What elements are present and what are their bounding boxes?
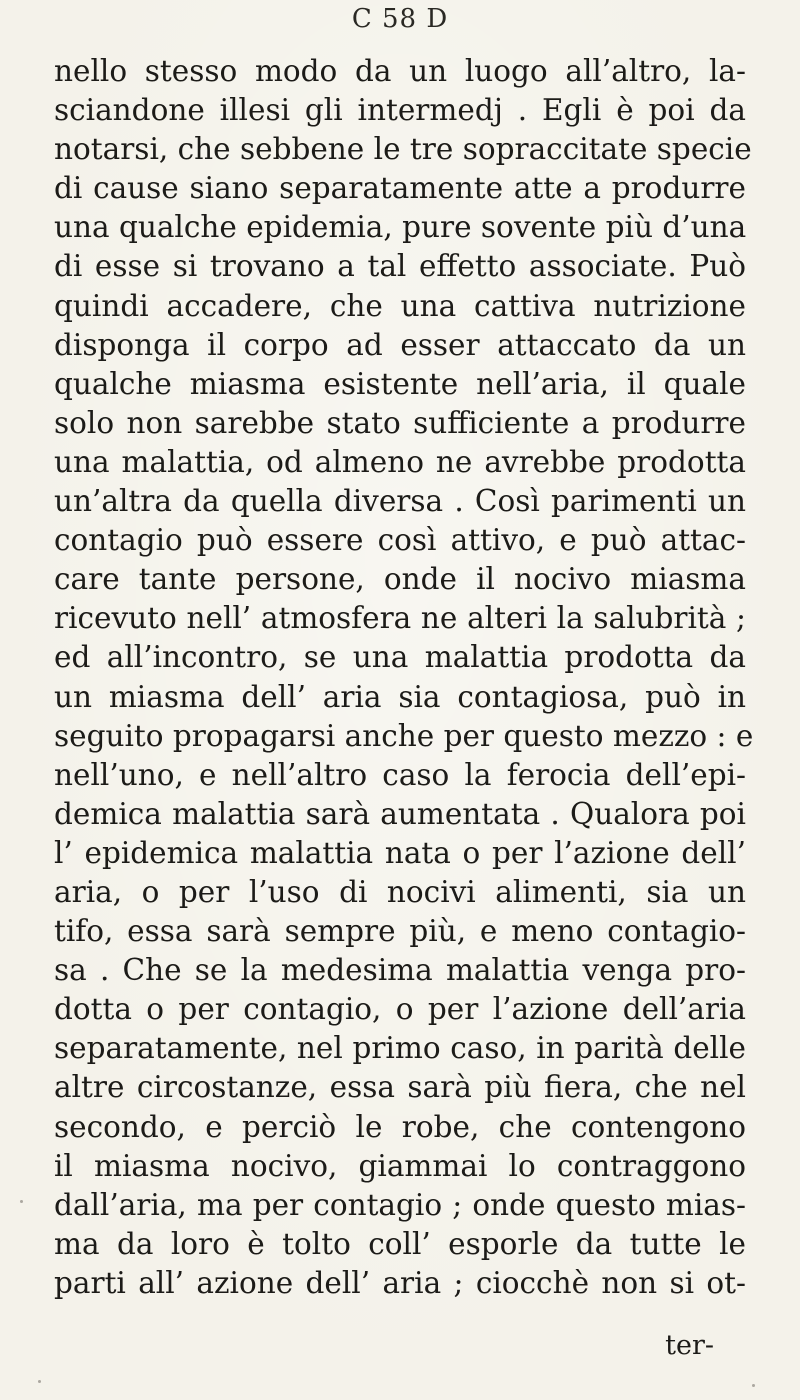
text-line: parti all’ azione dell’ aria ; ciocchè non si ot-	[54, 1265, 746, 1300]
text-line: secondo, e perciò le robe, che contengono	[54, 1109, 746, 1144]
text-line: nell’uno, e nell’altro caso la ferocia dell’epi-	[54, 757, 746, 792]
body-text	[54, 52, 754, 1303]
text-line: di esse si trovano a tal effetto associate. Può	[54, 249, 746, 284]
text-line: ed all’incontro, se una malattia prodotta da	[54, 640, 746, 675]
text-line: l’ epidemica malattia nata o per l’azione dell’	[54, 835, 746, 870]
text-line: tifo, essa sarà sempre più, e meno contagio-	[54, 914, 746, 949]
text-line: altre circostanze, essa sarà più fiera, che nel	[54, 1070, 746, 1105]
text-line: ma da loro è tolto coll’ esporle da tutte le	[54, 1226, 746, 1261]
text-line: quindi accadere, che una cattiva nutrizione	[54, 288, 746, 323]
text-line: sa . Che se la medesima malattia venga pro-	[54, 953, 746, 988]
text-line: nello stesso modo da un luogo all’altro, la-	[54, 54, 746, 88]
text-line: separatamente, nel primo caso, in parità delle	[54, 1031, 746, 1066]
text-line: demica malattia sarà aumentata . Qualora poi	[54, 796, 746, 831]
text-line: seguito propagarsi anche per questo mezzo : e	[54, 718, 754, 753]
text-line: un miasma dell’ aria sia contagiosa, può in	[54, 679, 746, 714]
text-line: dall’aria, ma per contagio ; onde questo mias-	[54, 1187, 746, 1222]
text-line: il miasma nocivo, giammai lo contraggono	[54, 1148, 746, 1183]
page-number: C 58 D	[351, 4, 449, 34]
text-line: di cause siano separatamente atte a produrre	[54, 171, 746, 206]
text-line: sciandone illesi gli intermedj . Egli è poi da	[54, 93, 746, 128]
text-line: ricevuto nell’ atmosfera ne alteri la salubrità ;	[54, 601, 746, 636]
paper-speck	[38, 1380, 41, 1383]
text-line: un’altra da quella diversa . Così parimenti un	[54, 484, 746, 519]
text-line: contagio può essere così attivo, e può attac-	[54, 523, 746, 558]
text-line: dotta o per contagio, o per l’azione dell’aria	[54, 992, 746, 1027]
catchword: ter-	[665, 1330, 714, 1361]
text-line: notarsi, che sebbene le tre sopraccitate specie	[54, 132, 752, 167]
text-line: qualche miasma esistente nell’aria, il quale	[54, 366, 746, 401]
text-line: aria, o per l’uso di nocivi alimenti, sia un	[54, 874, 746, 909]
text-line: solo non sarebbe stato sufficiente a produrre	[54, 405, 746, 440]
text-line: una qualche epidemia, pure sovente più d’una	[54, 210, 747, 245]
paper-speck	[20, 1200, 23, 1203]
paper-speck	[752, 1384, 755, 1387]
text-line: care tante persone, onde il nocivo miasma	[54, 562, 746, 597]
text-line: disponga il corpo ad esser attaccato da un	[54, 327, 746, 362]
text-line: una malattia, od almeno ne avrebbe prodotta	[54, 444, 746, 479]
